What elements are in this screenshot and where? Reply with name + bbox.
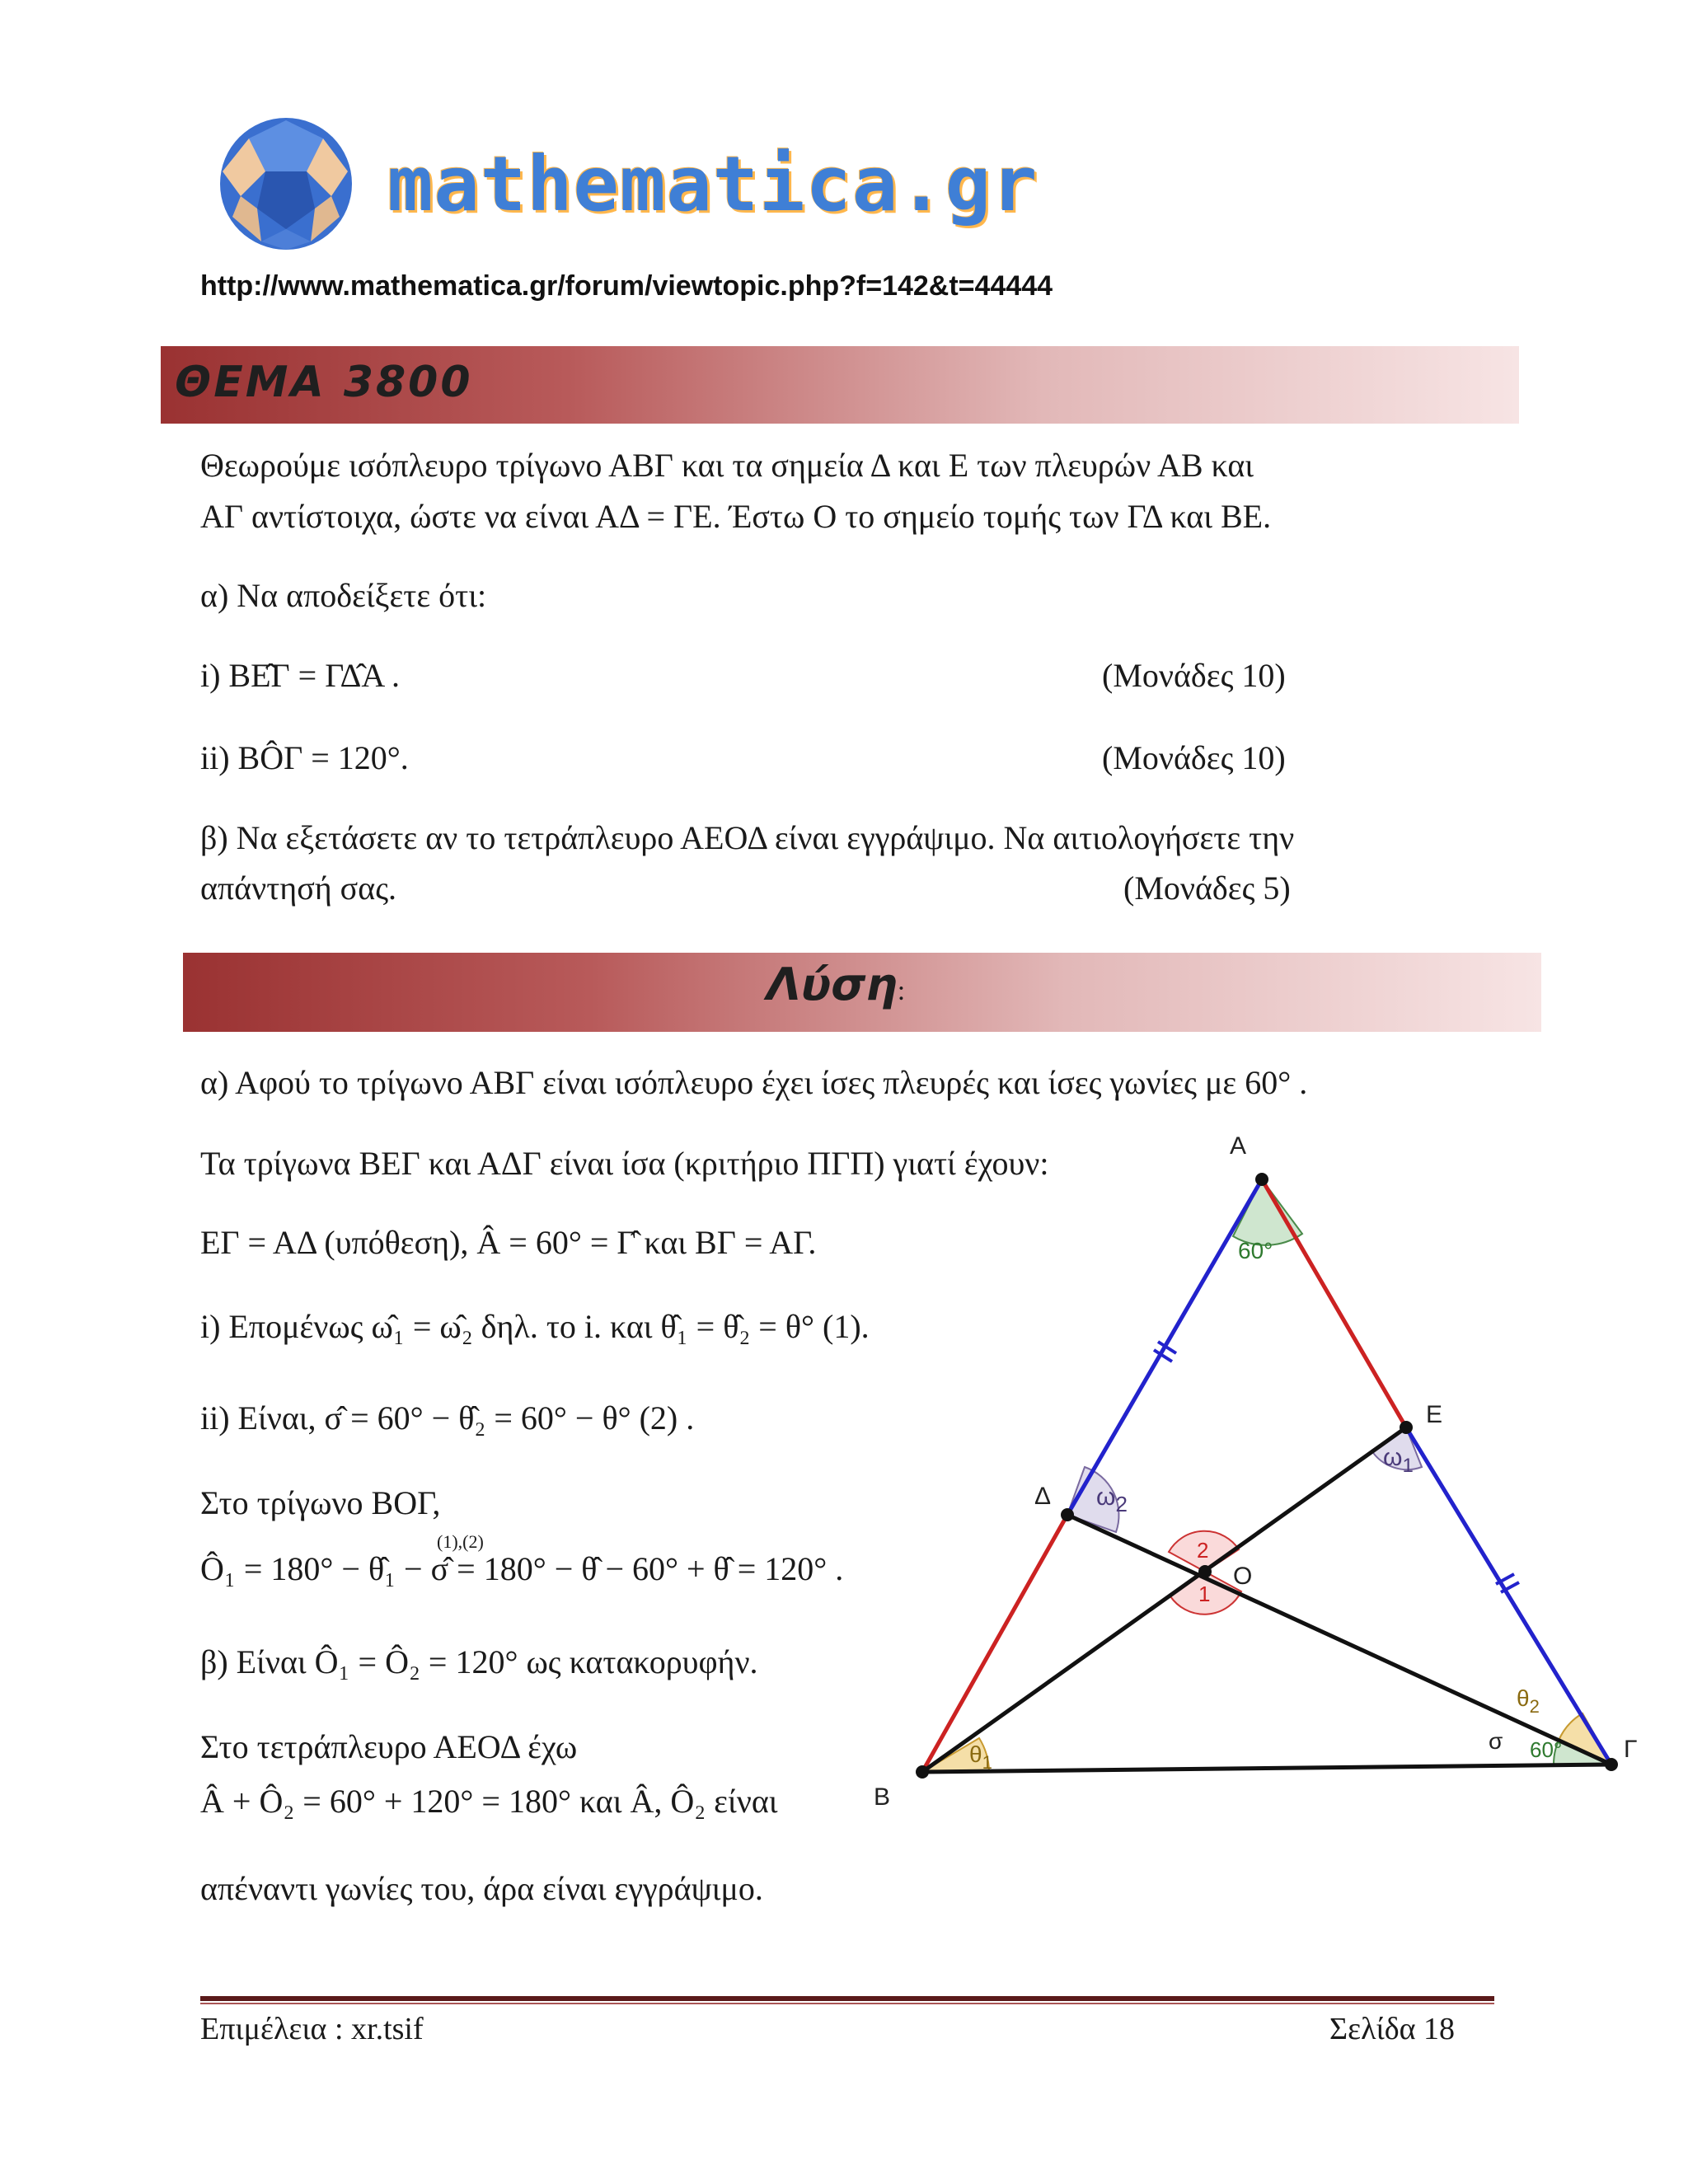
label-angle-a: 60° <box>1238 1238 1273 1263</box>
solution-line-3: ΕΓ = ΑΔ (υπόθεση), Â = 60° = Γ̂ και ΒΓ = ΑΓ. <box>200 1224 817 1261</box>
point-d <box>1061 1508 1074 1521</box>
solution-line-5: ii) Είναι, σ̂ = 60° − θ̂₂ = 60° − θ° (2) . <box>200 1399 695 1436</box>
segment-dg <box>1067 1515 1611 1765</box>
label-e: E <box>1426 1401 1443 1428</box>
problem-part-a-ii: ii) ΒÔΓ = 120°. <box>200 739 409 776</box>
solution-line-11: απέναντι γωνίες του, άρα είναι εγγράψιμο. <box>200 1870 763 1907</box>
point-a <box>1255 1173 1268 1186</box>
side-db <box>922 1515 1067 1772</box>
solution-title-colon: : <box>897 976 906 1006</box>
solution-title: Λύση <box>767 958 898 1010</box>
footer-divider-light <box>200 2003 1494 2004</box>
point-o <box>1198 1565 1212 1578</box>
footer-page-number: Σελίδα 18 <box>1329 2012 1456 2046</box>
side-eg <box>1406 1427 1611 1765</box>
solution-line-9: Στο τετράπλευρο ΑΕΟΔ έχω <box>200 1728 578 1765</box>
segment-be <box>922 1427 1406 1772</box>
problem-line-1: Θεωρούμε ισόπλευρο τρίγωνο ΑΒΓ και τα σημεία Δ και Ε των πλευρών ΑΒ και <box>200 447 1254 484</box>
solution-line-2: Τα τρίγωνα ΒΕΓ και ΑΔΓ είναι ίσα (κριτήριο ΠΓΠ) γιατί έχουν: <box>200 1145 1049 1182</box>
label-theta1: $\theta_1$ <box>969 1741 992 1773</box>
problem-part-b-line-1: β) Να εξετάσετε αν το τετράπλευρο ΑΕΟΔ είναι εγγράψιμο. Να αιτιολογήσετε την <box>200 819 1295 856</box>
label-o1: 1 <box>1198 1582 1211 1606</box>
point-g <box>1605 1758 1618 1771</box>
footer-divider-dark <box>200 1996 1494 2001</box>
solution-line-7-note: (1),(2) <box>437 1531 484 1552</box>
point-e <box>1400 1421 1413 1434</box>
problem-part-a-ii-marks: (Μονάδες 10) <box>1102 739 1286 776</box>
label-a: A <box>1230 1132 1247 1160</box>
logo <box>216 114 356 254</box>
solution-line-4: i) Επομένως ω̂₁ = ω̂₂ δηλ. το i. και θ̂₁ = θ̂₂ = θ° (1). <box>200 1308 870 1345</box>
side-ae <box>1262 1179 1406 1427</box>
problem-part-b-marks: (Μονάδες 5) <box>1123 869 1291 907</box>
solution-line-6: Στο τρίγωνο ΒΟΓ, <box>200 1484 441 1521</box>
solution-line-10: Â + Ô₂ = 60° + 120° = 180° και Â, Ô₂ είναι <box>200 1783 778 1820</box>
label-omega1: $\omega_1$ <box>1383 1444 1414 1477</box>
label-b: B <box>874 1783 891 1811</box>
theme-title: ΘΕΜΑ 3800 <box>175 358 473 407</box>
problem-part-a: α) Να αποδείξετε ότι: <box>200 577 487 614</box>
solution-line-8: β) Είναι Ô₁ = Ô₂ = 120° ως κατακορυφήν. <box>200 1643 758 1680</box>
problem-line-2: ΑΓ αντίστοιχα, ώστε να είναι ΑΔ = ΓΕ. Έστω Ο το σημείο τομής των ΓΔ και ΒΕ. <box>200 498 1272 535</box>
label-sigma: σ <box>1489 1728 1503 1754</box>
label-omega2: ω2 <box>1096 1483 1128 1516</box>
label-g: Γ <box>1624 1736 1638 1763</box>
problem-part-a-i-marks: (Μονάδες 10) <box>1102 657 1286 694</box>
solution-line-7: Ô₁ = 180° − θ̂₁ − σ̂ = 180° − θ̂ − 60° + θ̂ = 120° . <box>200 1550 844 1587</box>
label-d: Δ <box>1034 1483 1052 1510</box>
problem-part-a-i: i) ΒΕ̂Γ = ΓΔ̂Α . <box>200 657 401 694</box>
problem-part-b-line-2: απάντησή σας. <box>200 869 397 907</box>
solution-line-1: α) Αφού το τρίγωνο ΑΒΓ είναι ισόπλευρο έχει ίσες πλευρές και ίσες γωνίες με 60° . <box>200 1064 1308 1101</box>
label-angle-g: 60° <box>1530 1737 1563 1762</box>
polyhedron-logo-icon <box>216 114 356 254</box>
label-o2: 2 <box>1197 1538 1209 1563</box>
label-theta2: $\theta_2$ <box>1517 1685 1540 1717</box>
logo-text: mathematica.gr <box>387 140 1039 228</box>
side-bg <box>922 1765 1611 1772</box>
footer-editor: Επιμέλεια : xr.tsif <box>200 2012 424 2046</box>
source-url[interactable]: http://www.mathematica.gr/forum/viewtopic.php?f=142&t=44444 <box>200 270 1053 302</box>
solution-heading <box>767 958 905 1010</box>
label-o: O <box>1233 1563 1253 1590</box>
point-b <box>916 1765 929 1779</box>
triangle-figure <box>857 1121 1673 1813</box>
